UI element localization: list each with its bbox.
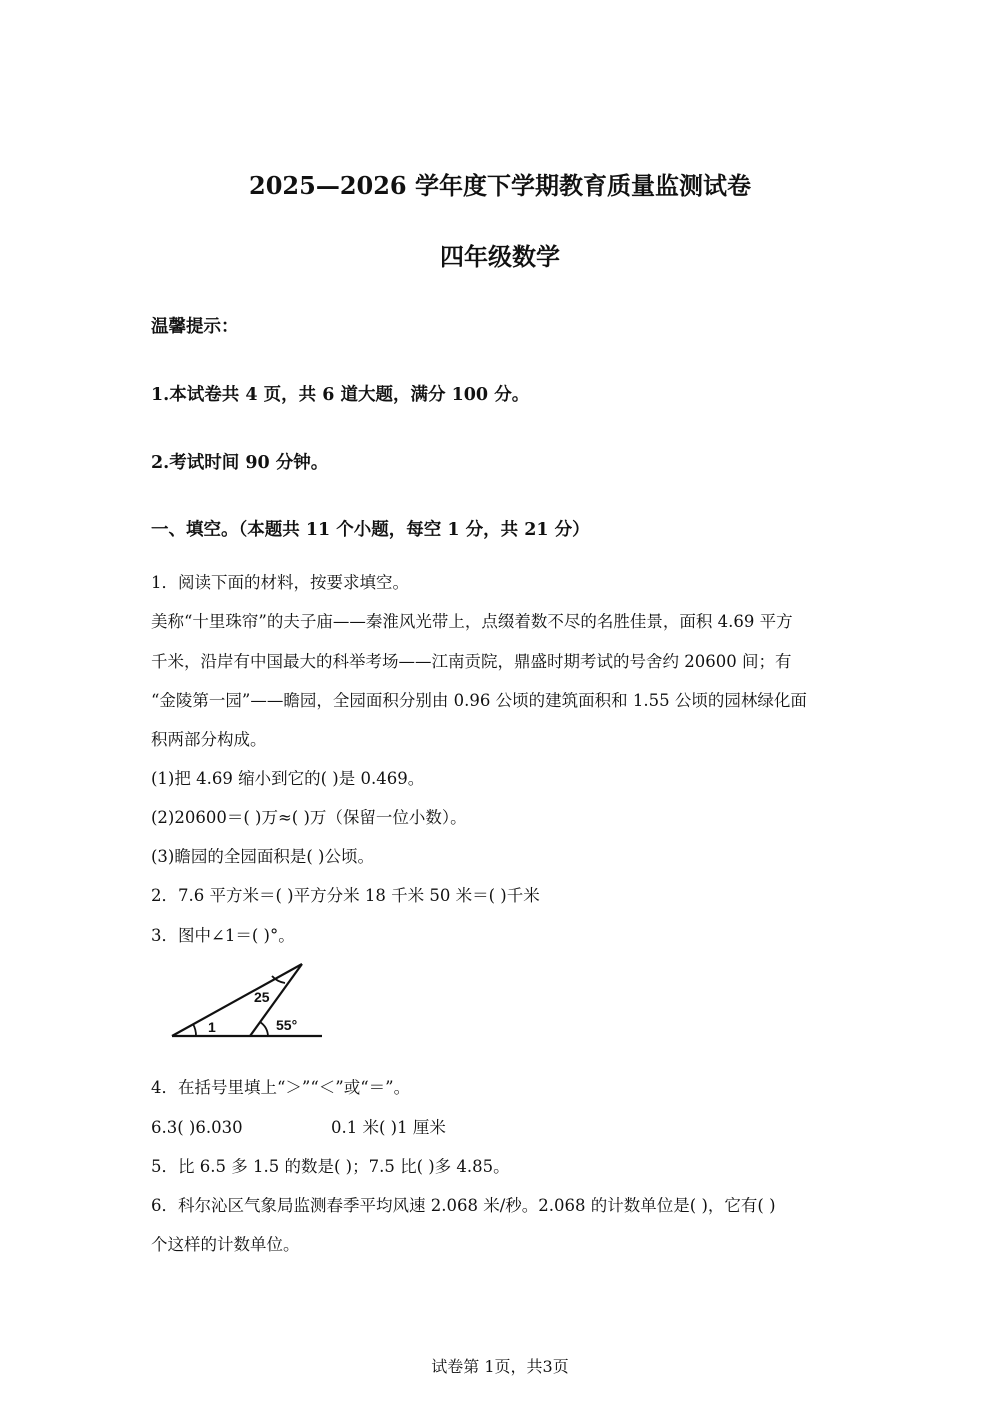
question-1-passage-line-4: 积两部分构成。 <box>151 730 267 749</box>
question-1-passage-line-1: 美称“十里珠帘”的夫子庙——秦淮风光带上，点缀着数不尽的名胜佳景，面积 4.69 平方 <box>151 612 793 631</box>
question-1-sub-3: (3)瞻园的全园面积是( )公顷。 <box>151 847 374 866</box>
question-3: 3．图中∠1＝( )°。 <box>151 926 295 945</box>
question-6-line-1: 6．科尔沁区气象局监测春季平均风速 2.068 米/秒。2.068 的计数单位是( )，它有( ) <box>151 1196 776 1215</box>
triangle-figure <box>168 958 328 1042</box>
question-1-passage-line-2: 千米，沿岸有中国最大的科举考场——江南贡院，鼎盛时期考试的号舍约 20600 间；有 <box>151 652 792 671</box>
angle-1-label: 1 <box>208 1019 216 1035</box>
question-4-prompt: 4．在括号里填上“＞”“＜”或“＝”。 <box>151 1078 411 1097</box>
question-1-sub-1: (1)把 4.69 缩小到它的( )是 0.469。 <box>151 769 425 788</box>
angle-55-arc <box>260 1022 268 1036</box>
angle-25-label: 25 <box>254 989 270 1005</box>
question-5: 5．比 6.5 多 1.5 的数是( )；7.5 比( )多 4.85。 <box>151 1157 510 1176</box>
notice-item-2: 2.考试时间 90 分钟。 <box>151 453 329 473</box>
question-1-sub-2: (2)20600＝( )万≈( )万（保留一位小数）。 <box>151 808 467 827</box>
question-4-a: 6.3( )6.030 <box>151 1118 243 1137</box>
section-1-heading: 一、填空。（本题共 11 个小题，每空 1 分，共 21 分） <box>151 520 590 540</box>
angle-1-arc <box>193 1024 196 1036</box>
question-2: 2．7.6 平方米＝( )平方分米 18 千米 50 米＝( )千米 <box>151 886 540 905</box>
notice-item-1: 1.本试卷共 4 页，共 6 道大题，满分 100 分。 <box>151 385 530 405</box>
sub-title: 四年级数学 <box>440 242 560 271</box>
notice-heading: 温馨提示： <box>151 317 239 337</box>
question-1-prompt: 1．阅读下面的材料，按要求填空。 <box>151 573 409 592</box>
angle-55-label: 55° <box>276 1017 298 1033</box>
main-title: 2025—2026 学年度下学期教育质量监测试卷 <box>249 171 751 200</box>
question-1-passage-line-3: “金陵第一园”——瞻园，全园面积分别由 0.96 公顷的建筑面积和 1.55 公顷的园林绿化面 <box>151 691 807 710</box>
question-4-b: 0.1 米( )1 厘米 <box>331 1118 446 1137</box>
page-footer: 试卷第 1页，共3页 <box>431 1357 569 1376</box>
question-6-line-2: 个这样的计数单位。 <box>151 1235 300 1254</box>
